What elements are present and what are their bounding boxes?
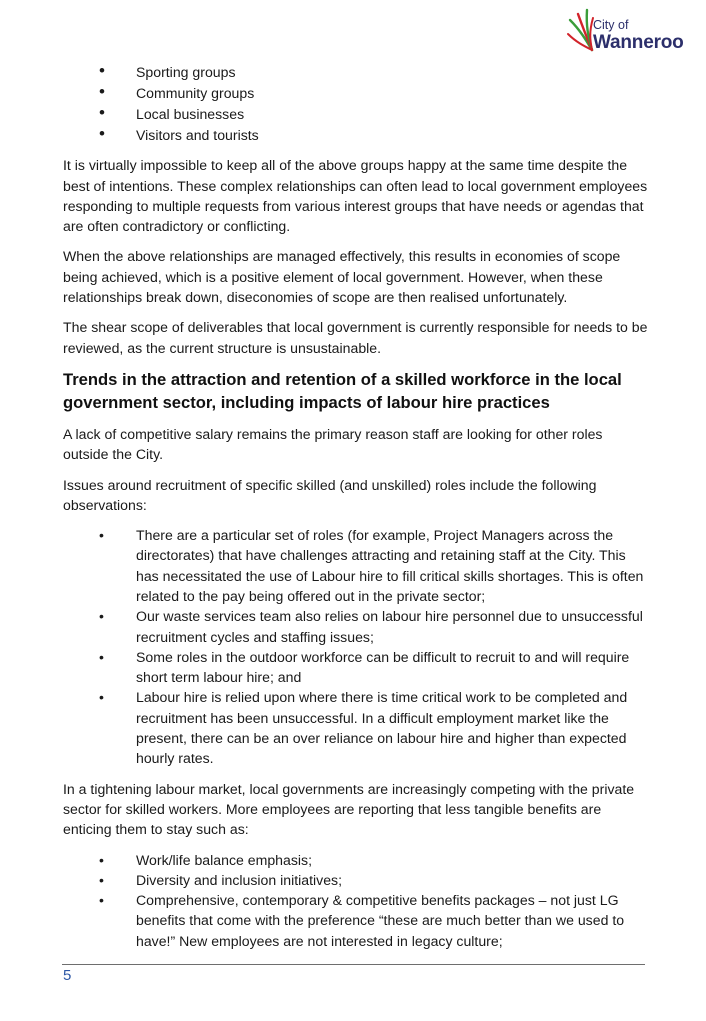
bullet-icon: • — [99, 648, 104, 665]
bullet-icon: • — [99, 851, 104, 868]
paragraph: When the above relationships are managed effectively, this results in economies of scope being achieved, which is a positive element of local government. However, when these relationships break down, diseconomies of scope are then realised unfortunately. — [63, 248, 621, 306]
bullet-icon: • — [99, 871, 104, 888]
bullet-icon: • — [99, 608, 104, 625]
bullet-icon: • — [99, 61, 105, 80]
paragraph: A lack of competitive salary remains the primary reason staff are looking for other roles outside the City. — [63, 425, 603, 463]
paragraph: The shear scope of deliverables that local government is currently responsible for needs to be reviewed, as the current structure is unsustainable. — [63, 319, 648, 356]
recruitment-issues-list — [63, 525, 648, 769]
paragraph: In a tightening labour market, local governments are increasingly competing with the private sector for skilled workers. More employees are reporting that less tangible benefits are enticing them to stay such as: — [63, 780, 635, 838]
city-of-wanneroo-logo — [566, 6, 698, 54]
stakeholder-list — [63, 62, 648, 145]
logo-name-text: Wanneroo — [593, 32, 684, 53]
paragraph: Issues around recruitment of specific skilled (and unskilled) roles include the following observations: — [63, 476, 597, 513]
list-item: • Diversity and inclusion initiatives; — [63, 870, 648, 890]
bullet-icon: • — [99, 102, 105, 122]
list-item: • Labour hire is relied upon where there is time critical work to be completed and recruitment has been unsuccessful. In a difficult employment market like the present, there can be an over reliance on labour hire and higher than expected hourly rates. — [99, 689, 628, 767]
list-item: • Some roles in the outdoor workforce can be difficult to recruit to and will require short term labour hire; and — [99, 648, 630, 686]
list-item: • Work/life balance emphasis; — [63, 850, 648, 870]
list-item: • Local businesses — [99, 102, 245, 122]
paragraph: It is virtually impossible to keep all of the above groups happy at the same time despite the best of intentions. These complex relationships can often lead to local government employees responding to multiple requests from various interest groups that have needs or agendas that are often contradictory or conflicting. — [63, 157, 648, 235]
list-item: • Our waste services team also relies on labour hire personnel due to unsuccessful recruitment cycles and staffing issues; — [99, 608, 643, 645]
section-heading: Trends in the attraction and retention of a skilled workforce in the local government sector, including impacts of labour hire practices — [63, 369, 622, 413]
list-item: • Community groups — [99, 81, 255, 101]
bullet-icon: • — [99, 892, 104, 909]
bullet-icon: • — [99, 123, 105, 143]
list-item: • Comprehensive, contemporary & competitive benefits packages – not just LG benefits that come with the preference “these are much better than we used to have!” New employees are not interested in legacy culture; — [99, 892, 625, 949]
bullet-icon: • — [99, 81, 105, 101]
logo-city-text: City of — [593, 18, 629, 32]
list-item: • Visitors and tourists — [99, 123, 259, 143]
document-body — [63, 62, 648, 951]
bullet-icon: • — [99, 527, 104, 544]
logo-plant-icon — [566, 6, 596, 54]
list-item: • There are a particular set of roles (for example, Project Managers across the directorates) that have challenges attracting and retaining staff at the City. This has necessitated the use of Labour hire to fill critical skills shortages. This is often related to the pay being offered out in the private sector; — [99, 527, 644, 604]
benefits-list — [63, 850, 648, 951]
page-number: 5 — [63, 967, 72, 984]
list-item: • Sporting groups — [99, 61, 236, 80]
bullet-icon: • — [99, 689, 104, 706]
footer-divider — [62, 964, 645, 965]
